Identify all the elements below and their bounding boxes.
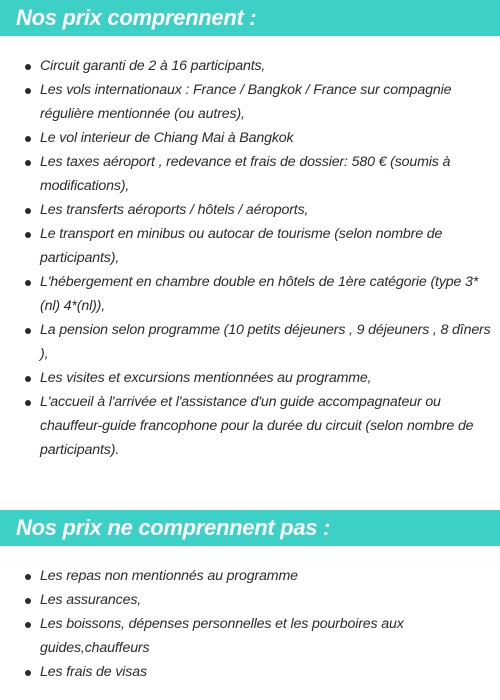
list-item-text: L'hébergement en chambre double en hôtels de 1ère catégorie (type 3*(nl) 4*(nl)), [40,274,479,314]
list-item [0,198,500,222]
list-item [0,78,500,126]
list-item [0,126,500,150]
list-item-text: Les visites et excursions mentionnées au programme, [40,370,372,386]
bullet-icon [25,160,31,166]
bullet-icon [25,400,31,406]
list-item [0,564,500,588]
bullet-icon [25,208,31,214]
list-item-text: Les repas non mentionnés au programme [40,568,298,584]
bullet-icon [25,376,31,382]
list-item-text: L'accueil à l'arrivée et l'assistance d'un guide accompagnateur ou chauffeur-guide francophone pour la durée du circuit (selon nombre de participants). [40,394,474,458]
list-item [0,270,500,318]
list-item [0,222,500,270]
bullet-icon [25,88,31,94]
list-item [0,390,500,462]
bullet-icon [25,280,31,286]
list-item [0,588,500,612]
list-item-text: Les taxes aéroport , redevance et frais de dossier: 580 € (soumis à modifications), [40,154,451,194]
list-item [0,660,500,684]
list-item-text: Les assurances, [40,592,142,608]
excluded-list [0,546,500,684]
list-item-text: Le vol interieur de Chiang Mai à Bangkok [40,130,294,146]
list-item [0,54,500,78]
list-item-text: La pension selon programme (10 petits déjeuners , 9 déjeuners , 8 dîners ), [40,322,491,362]
list-item-text: Les transferts aéroports / hôtels / aéroports, [40,202,309,218]
list-item-text: Circuit garanti de 2 à 16 participants, [40,58,266,74]
bullet-icon [25,64,31,70]
list-item [0,612,500,660]
bullet-icon [25,136,31,142]
bullet-icon [25,622,31,628]
bullet-icon [25,232,31,238]
bullet-icon [25,670,31,676]
section-excluded [0,510,500,684]
bullet-icon [25,574,31,580]
list-item-text: Le transport en minibus ou autocar de tourisme (selon nombre de participants), [40,226,443,266]
excluded-section-title: Nos prix ne comprennent pas : [0,510,500,546]
list-item [0,366,500,390]
list-item-text: Les vols internationaux : France / Bangkok / France sur compagnie régulière mentionnée (ou autres), [40,82,452,122]
list-item-text: Les frais de visas [40,664,147,680]
included-section-title: Nos prix comprennent : [0,0,500,36]
list-item-text: Les boissons, dépenses personnelles et les pourboires aux guides,chauffeurs [40,616,404,656]
bullet-icon [25,598,31,604]
bullet-icon [25,328,31,334]
list-item [0,150,500,198]
list-item [0,318,500,366]
included-list [0,36,500,462]
